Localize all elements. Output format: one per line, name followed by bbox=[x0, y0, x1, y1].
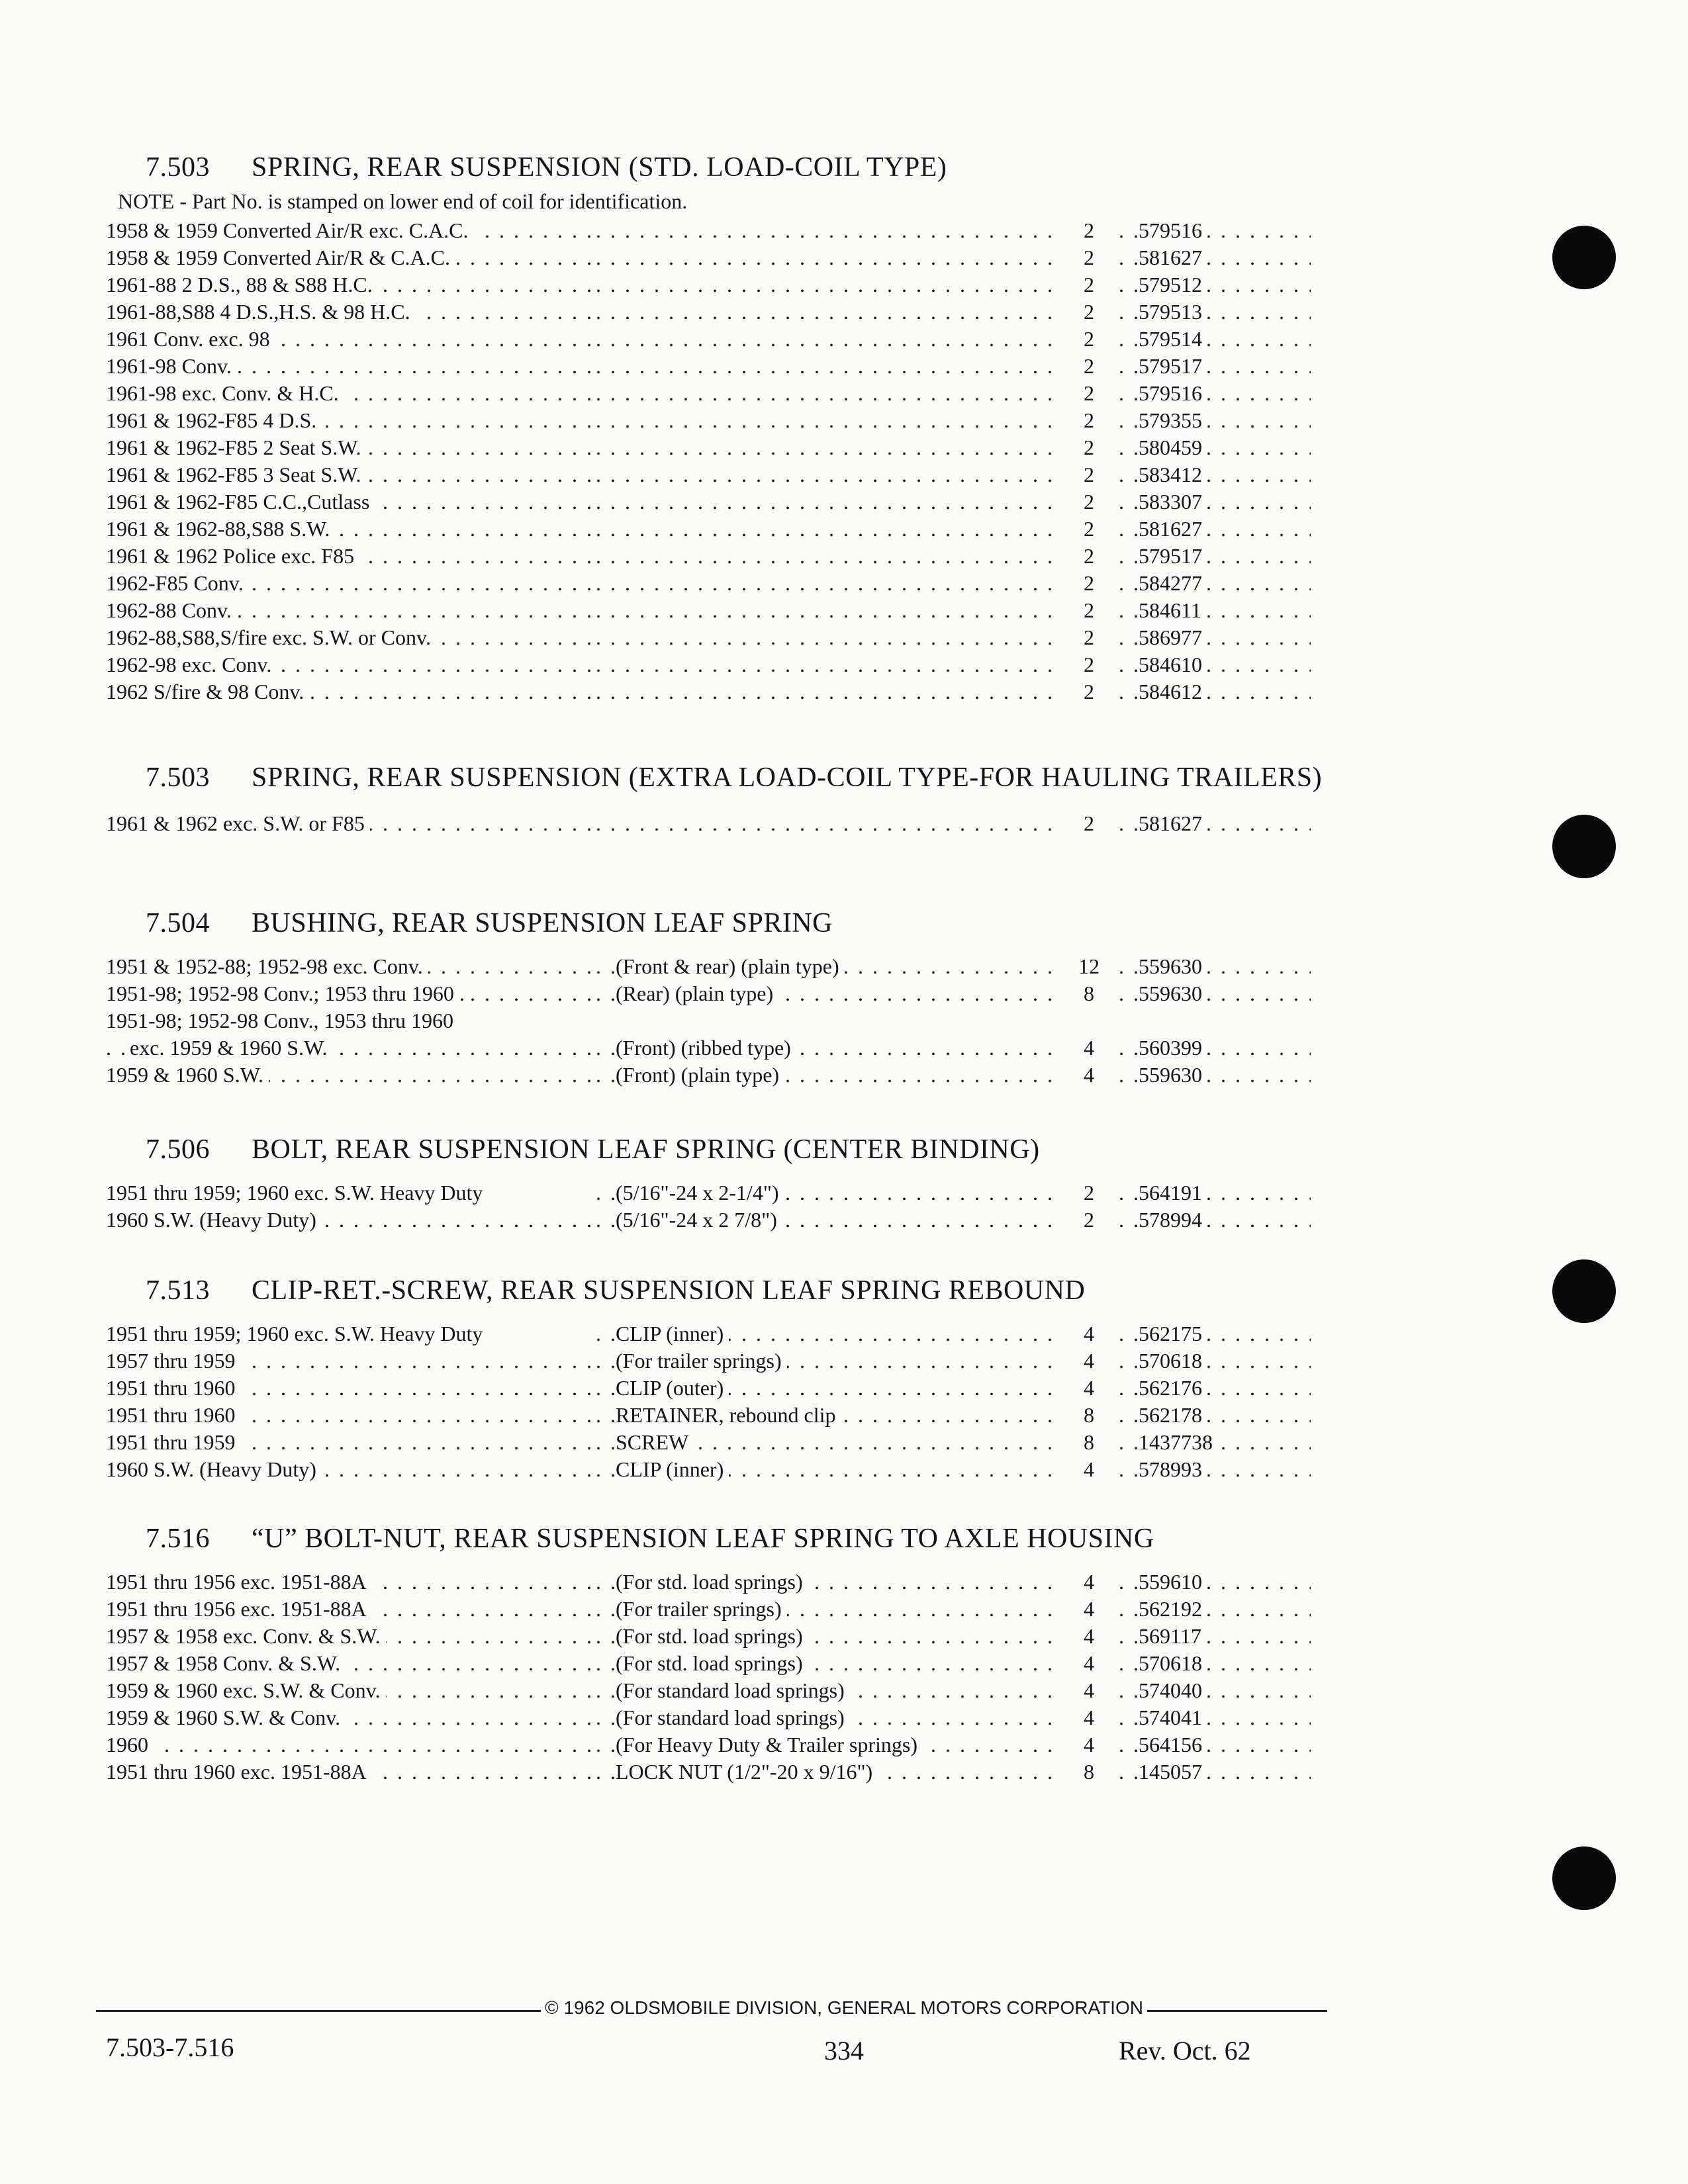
table-row bbox=[106, 516, 1350, 543]
part-number-cell: 569117 . . . bbox=[1119, 1623, 1311, 1650]
quantity-cell: 2 bbox=[1084, 1181, 1094, 1205]
parts-table bbox=[106, 953, 1350, 1089]
description-cell: SCREW . . . bbox=[596, 1429, 1059, 1456]
quantity-cell: 8 bbox=[1084, 1760, 1094, 1784]
table-row bbox=[106, 353, 1350, 380]
table-row bbox=[106, 570, 1350, 597]
quantity-cell: 2 bbox=[1084, 490, 1094, 514]
part-number-cell: 562176 . . . bbox=[1119, 1375, 1311, 1402]
quantity-cell: 2 bbox=[1084, 300, 1094, 324]
description-cell bbox=[596, 326, 1059, 353]
quantity-cell: 4 bbox=[1084, 1036, 1094, 1060]
description-cell bbox=[596, 217, 1059, 244]
part-number-cell: 579517 . . . bbox=[1119, 353, 1311, 380]
quantity-cell: 2 bbox=[1084, 354, 1094, 378]
description-cell: (Front) (plain type) . . . bbox=[596, 1062, 1059, 1089]
part-number-cell: 559630 . . . bbox=[1119, 1062, 1311, 1089]
table-row bbox=[106, 1456, 1350, 1483]
application-cell: 1962-F85 Conv. . . . bbox=[106, 570, 596, 597]
description-cell: (Front & rear) (plain type) . . . bbox=[596, 953, 1059, 980]
description-cell: (For trailer springs) . . . bbox=[596, 1596, 1059, 1623]
table-row bbox=[106, 488, 1350, 516]
part-number-cell: 579355 . . . bbox=[1119, 407, 1311, 434]
part-number-cell: 579512 . . . bbox=[1119, 271, 1311, 298]
part-number-cell: 579516 . . . bbox=[1119, 217, 1311, 244]
application-cell: 1962-88,S88,S/fire exc. S.W. or Conv. . . . bbox=[106, 624, 596, 651]
table-row bbox=[106, 1758, 1350, 1786]
section-extra-load-coil bbox=[106, 761, 1350, 837]
quantity-cell: 2 bbox=[1084, 680, 1094, 704]
table-row bbox=[106, 678, 1350, 705]
application-cell: 1958 & 1959 Converted Air/R exc. C.A.C. . . . bbox=[106, 217, 596, 244]
part-number-cell: 581627 . . . bbox=[1119, 810, 1311, 837]
binder-hole bbox=[1552, 1259, 1616, 1323]
application-cell: 1961-98 exc. Conv. & H.C. . . . bbox=[106, 380, 596, 407]
application-cell: 1962-98 exc. Conv. . . . bbox=[106, 651, 596, 678]
parts-table bbox=[106, 1320, 1350, 1483]
part-number-cell: 145057 . . . bbox=[1119, 1758, 1311, 1786]
parts-table bbox=[106, 217, 1350, 705]
table-row bbox=[106, 953, 1350, 980]
revision-date: Rev. Oct. 62 bbox=[1119, 2036, 1251, 2066]
part-number-cell: 560399 . . . bbox=[1119, 1034, 1311, 1062]
part-number-cell: 559610 . . . bbox=[1119, 1569, 1311, 1596]
description-cell bbox=[596, 488, 1059, 516]
quantity-cell: 2 bbox=[1084, 625, 1094, 649]
table-row bbox=[106, 1569, 1350, 1596]
description-cell bbox=[596, 651, 1059, 678]
description-cell: (5/16"-24 x 2 7/8") . . . bbox=[596, 1206, 1059, 1234]
part-number-cell: 584277 . . . bbox=[1119, 570, 1311, 597]
part-number-cell bbox=[1119, 1007, 1311, 1034]
quantity-cell: 2 bbox=[1084, 1208, 1094, 1232]
quantity-cell: 2 bbox=[1084, 571, 1094, 595]
table-row bbox=[106, 217, 1350, 244]
part-number-cell: 579517 . . . bbox=[1119, 543, 1311, 570]
quantity-cell: 2 bbox=[1084, 811, 1094, 835]
copyright-line: © 1962 OLDSMOBILE DIVISION, GENERAL MOTORS CORPORATION bbox=[0, 1997, 1688, 2019]
parts-table bbox=[106, 1569, 1350, 1786]
part-number-cell: 581627 . . . bbox=[1119, 516, 1311, 543]
description-cell bbox=[596, 271, 1059, 298]
quantity-cell: 2 bbox=[1084, 598, 1094, 622]
quantity-cell: 4 bbox=[1084, 1706, 1094, 1729]
table-row bbox=[106, 1206, 1350, 1234]
part-number-cell: 564191 . . . bbox=[1119, 1179, 1311, 1206]
quantity-cell: 2 bbox=[1084, 218, 1094, 242]
description-cell bbox=[596, 380, 1059, 407]
table-row bbox=[106, 298, 1350, 326]
description-cell bbox=[596, 543, 1059, 570]
application-cell: 1959 & 1960 exc. S.W. & Conv. . . . bbox=[106, 1677, 596, 1704]
table-row bbox=[106, 1402, 1350, 1429]
section-number: 7.503 bbox=[146, 762, 210, 793]
quantity-cell: 4 bbox=[1084, 1376, 1094, 1400]
part-number-cell: 1437738 . . . bbox=[1119, 1429, 1311, 1456]
table-row bbox=[106, 1650, 1350, 1677]
application-cell: 1957 & 1958 exc. Conv. & S.W. . . . bbox=[106, 1623, 596, 1650]
application-cell: 1951-98; 1952-98 Conv.; 1953 thru 1960 . . . . bbox=[106, 980, 596, 1007]
part-number-cell: 562192 . . . bbox=[1119, 1596, 1311, 1623]
application-cell: 1961 & 1962 exc. S.W. or F85 . . . bbox=[106, 810, 596, 837]
quantity-cell: 4 bbox=[1084, 1678, 1094, 1702]
table-row bbox=[106, 434, 1350, 461]
section-number: 7.506 bbox=[146, 1134, 210, 1165]
quantity-cell: 8 bbox=[1084, 1430, 1094, 1454]
application-cell: 1951 thru 1959; 1960 exc. S.W. Heavy Duty bbox=[106, 1179, 596, 1206]
application-cell: 1962 S/fire & 98 Conv. . . . bbox=[106, 678, 596, 705]
section-title: BOLT, REAR SUSPENSION LEAF SPRING (CENTER BINDING) bbox=[252, 1134, 1040, 1165]
quantity-cell: 4 bbox=[1084, 1063, 1094, 1087]
description-cell bbox=[596, 298, 1059, 326]
quantity-cell: 4 bbox=[1084, 1624, 1094, 1648]
table-row bbox=[106, 1731, 1350, 1758]
quantity-cell: 2 bbox=[1084, 544, 1094, 568]
quantity-cell: 8 bbox=[1084, 981, 1094, 1005]
application-cell: 1961-98 Conv. . . . bbox=[106, 353, 596, 380]
description-cell: (5/16"-24 x 2-1/4") . . . bbox=[596, 1179, 1059, 1206]
description-cell: LOCK NUT (1/2"-20 x 9/16") . . . bbox=[596, 1758, 1059, 1786]
application-cell: 1961-88,S88 4 D.S.,H.S. & 98 H.C. . . . bbox=[106, 298, 596, 326]
application-cell: 1962-88 Conv. . . . bbox=[106, 597, 596, 624]
application-cell: 1961 Conv. exc. 98 . . . bbox=[106, 326, 596, 353]
table-row bbox=[106, 1596, 1350, 1623]
application-cell: 1951 thru 1959; 1960 exc. S.W. Heavy Duty bbox=[106, 1320, 596, 1347]
description-cell: (For std. load springs) . . . bbox=[596, 1569, 1059, 1596]
table-row bbox=[106, 380, 1350, 407]
table-row bbox=[106, 1347, 1350, 1375]
section-title: SPRING, REAR SUSPENSION (EXTRA LOAD-COIL TYPE-FOR HAULING TRAILERS) bbox=[252, 762, 1323, 793]
binder-hole bbox=[1552, 1846, 1616, 1910]
application-cell: 1961 & 1962-88,S88 S.W. . . . bbox=[106, 516, 596, 543]
quantity-cell: 4 bbox=[1084, 1349, 1094, 1373]
description-cell: RETAINER, rebound clip . . . bbox=[596, 1402, 1059, 1429]
application-cell: 1960 . . . bbox=[106, 1731, 596, 1758]
page-range: 7.503-7.516 bbox=[106, 2032, 234, 2062]
part-number-cell: 578993 . . . bbox=[1119, 1456, 1311, 1483]
section-std-load-coil bbox=[106, 151, 1350, 705]
table-row bbox=[106, 1677, 1350, 1704]
application-cell: 1951 thru 1956 exc. 1951-88A . . . bbox=[106, 1596, 596, 1623]
part-number-cell: 583307 . . . bbox=[1119, 488, 1311, 516]
table-row bbox=[106, 1704, 1350, 1731]
table-row bbox=[106, 624, 1350, 651]
part-number-cell: 579516 . . . bbox=[1119, 380, 1311, 407]
part-number-cell: 584611 . . . bbox=[1119, 597, 1311, 624]
application-cell: 1951 thru 1959 . . . bbox=[106, 1429, 596, 1456]
table-row bbox=[106, 1429, 1350, 1456]
quantity-cell: 2 bbox=[1084, 381, 1094, 405]
section-u-bolt-nut bbox=[106, 1522, 1350, 1786]
part-number-cell: 562175 . . . bbox=[1119, 1320, 1311, 1347]
table-row bbox=[106, 461, 1350, 488]
part-number-cell: 570618 . . . bbox=[1119, 1650, 1311, 1677]
part-number-cell: 570618 . . . bbox=[1119, 1347, 1311, 1375]
quantity-cell: 4 bbox=[1084, 1457, 1094, 1481]
parts-table bbox=[106, 810, 1350, 837]
application-cell: 1960 S.W. (Heavy Duty) . . . bbox=[106, 1206, 596, 1234]
section-title: BUSHING, REAR SUSPENSION LEAF SPRING bbox=[252, 908, 833, 938]
table-row bbox=[106, 651, 1350, 678]
part-number-cell: 574041 . . . bbox=[1119, 1704, 1311, 1731]
table-row bbox=[106, 244, 1350, 271]
quantity-cell: 12 bbox=[1078, 954, 1100, 978]
description-cell: CLIP (outer) . . . bbox=[596, 1375, 1059, 1402]
description-cell: (For Heavy Duty & Trailer springs) . . . bbox=[596, 1731, 1059, 1758]
part-number-cell: 580459 . . . bbox=[1119, 434, 1311, 461]
section-title: “U” BOLT-NUT, REAR SUSPENSION LEAF SPRING TO AXLE HOUSING bbox=[252, 1524, 1154, 1554]
description-cell: (For standard load springs) . . . bbox=[596, 1677, 1059, 1704]
description-cell bbox=[596, 434, 1059, 461]
description-cell bbox=[596, 597, 1059, 624]
description-cell: (For standard load springs) . . . bbox=[596, 1704, 1059, 1731]
part-number-cell: 559630 . . . bbox=[1119, 953, 1311, 980]
quantity-cell: 4 bbox=[1084, 1733, 1094, 1756]
part-number-cell: 574040 . . . bbox=[1119, 1677, 1311, 1704]
table-row bbox=[106, 1034, 1350, 1062]
description-cell bbox=[596, 810, 1059, 837]
table-row bbox=[106, 1179, 1350, 1206]
section-bolt bbox=[106, 1133, 1350, 1234]
table-row bbox=[106, 1062, 1350, 1089]
section-bushing bbox=[106, 907, 1350, 1089]
section-note: NOTE - Part No. is stamped on lower end of coil for identification. bbox=[118, 189, 688, 213]
description-cell bbox=[596, 244, 1059, 271]
table-row bbox=[106, 271, 1350, 298]
table-row bbox=[106, 407, 1350, 434]
description-cell bbox=[596, 461, 1059, 488]
description-cell bbox=[596, 353, 1059, 380]
application-cell: 1951 thru 1960 exc. 1951-88A . . . bbox=[106, 1758, 596, 1786]
quantity-cell: 4 bbox=[1084, 1322, 1094, 1345]
table-row bbox=[106, 326, 1350, 353]
application-cell: 1961 & 1962-F85 4 D.S. . . . bbox=[106, 407, 596, 434]
table-row bbox=[106, 980, 1350, 1007]
quantity-cell: 2 bbox=[1084, 435, 1094, 459]
application-cell: 1961-88 2 D.S., 88 & S88 H.C. . . . bbox=[106, 271, 596, 298]
application-cell: 1951-98; 1952-98 Conv., 1953 thru 1960 bbox=[106, 1007, 596, 1034]
table-row bbox=[106, 810, 1350, 837]
section-number: 7.504 bbox=[146, 908, 210, 938]
binder-hole bbox=[1552, 226, 1616, 289]
description-cell bbox=[596, 624, 1059, 651]
section-number: 7.513 bbox=[146, 1275, 210, 1306]
description-cell bbox=[596, 1007, 1059, 1034]
table-row bbox=[106, 543, 1350, 570]
part-number-cell: 586977 . . . bbox=[1119, 624, 1311, 651]
quantity-cell: 2 bbox=[1084, 463, 1094, 486]
section-clip-ret-screw bbox=[106, 1274, 1350, 1483]
part-number-cell: 581627 . . . bbox=[1119, 244, 1311, 271]
part-number-cell: 579514 . . . bbox=[1119, 326, 1311, 353]
quantity-cell: 4 bbox=[1084, 1651, 1094, 1675]
application-cell: 1961 & 1962-F85 2 Seat S.W. . . . bbox=[106, 434, 596, 461]
description-cell: (Rear) (plain type) . . . bbox=[596, 980, 1059, 1007]
quantity-cell: 4 bbox=[1084, 1597, 1094, 1621]
application-cell: exc. 1959 & 1960 S.W. . . . bbox=[106, 1034, 596, 1062]
part-number-cell: 578994 . . . bbox=[1119, 1206, 1311, 1234]
application-cell: 1960 S.W. (Heavy Duty) . . . bbox=[106, 1456, 596, 1483]
section-number: 7.516 bbox=[146, 1524, 210, 1554]
application-cell: 1951 thru 1956 exc. 1951-88A . . . bbox=[106, 1569, 596, 1596]
description-cell bbox=[596, 516, 1059, 543]
quantity-cell: 2 bbox=[1084, 653, 1094, 676]
quantity-cell: 2 bbox=[1084, 327, 1094, 351]
description-cell bbox=[596, 570, 1059, 597]
description-cell: (Front) (ribbed type) . . . bbox=[596, 1034, 1059, 1062]
application-cell: 1951 & 1952-88; 1952-98 exc. Conv. . . . bbox=[106, 953, 596, 980]
description-cell: (For trailer springs) . . . bbox=[596, 1347, 1059, 1375]
description-cell: (For std. load springs) . . . bbox=[596, 1650, 1059, 1677]
table-row bbox=[106, 597, 1350, 624]
description-cell: CLIP (inner) . . . bbox=[596, 1456, 1059, 1483]
application-cell: 1958 & 1959 Converted Air/R & C.A.C. . . . bbox=[106, 244, 596, 271]
quantity-cell: 2 bbox=[1084, 517, 1094, 541]
description-cell: CLIP (inner) . . . bbox=[596, 1320, 1059, 1347]
table-row bbox=[106, 1007, 1350, 1034]
description-cell: (For std. load springs) . . . bbox=[596, 1623, 1059, 1650]
quantity-cell: 2 bbox=[1084, 408, 1094, 432]
part-number-cell: 584612 . . . bbox=[1119, 678, 1311, 705]
table-row bbox=[106, 1320, 1350, 1347]
quantity-cell: 2 bbox=[1084, 273, 1094, 296]
quantity-cell: 2 bbox=[1084, 246, 1094, 269]
application-cell: 1961 & 1962-F85 3 Seat S.W. . . . bbox=[106, 461, 596, 488]
application-cell: 1961 & 1962-F85 C.C.,Cutlass . . . bbox=[106, 488, 596, 516]
part-number-cell: 559630 . . . bbox=[1119, 980, 1311, 1007]
description-cell bbox=[596, 407, 1059, 434]
section-title: CLIP-RET.-SCREW, REAR SUSPENSION LEAF SPRING REBOUND bbox=[252, 1275, 1086, 1306]
section-number: 7.503 bbox=[146, 152, 210, 183]
binder-hole bbox=[1552, 815, 1616, 878]
application-cell: 1951 thru 1960 . . . bbox=[106, 1375, 596, 1402]
part-number-cell: 564156 . . . bbox=[1119, 1731, 1311, 1758]
application-cell: 1961 & 1962 Police exc. F85 . . . bbox=[106, 543, 596, 570]
quantity-cell: 8 bbox=[1084, 1403, 1094, 1427]
part-number-cell: 579513 . . . bbox=[1119, 298, 1311, 326]
application-cell: 1957 thru 1959 . . . bbox=[106, 1347, 596, 1375]
description-cell bbox=[596, 678, 1059, 705]
section-title: SPRING, REAR SUSPENSION (STD. LOAD-COIL TYPE) bbox=[252, 152, 947, 183]
page-number: 334 bbox=[824, 2036, 864, 2066]
table-row bbox=[106, 1375, 1350, 1402]
part-number-cell: 562178 . . . bbox=[1119, 1402, 1311, 1429]
table-row bbox=[106, 1623, 1350, 1650]
application-cell: 1951 thru 1960 . . . bbox=[106, 1402, 596, 1429]
part-number-cell: 584610 . . . bbox=[1119, 651, 1311, 678]
application-cell: 1959 & 1960 S.W. . . . bbox=[106, 1062, 596, 1089]
application-cell: 1959 & 1960 S.W. & Conv. . . . bbox=[106, 1704, 596, 1731]
part-number-cell: 583412 . . . bbox=[1119, 461, 1311, 488]
application-cell: 1957 & 1958 Conv. & S.W. . . . bbox=[106, 1650, 596, 1677]
quantity-cell: 4 bbox=[1084, 1570, 1094, 1594]
parts-table bbox=[106, 1179, 1350, 1234]
